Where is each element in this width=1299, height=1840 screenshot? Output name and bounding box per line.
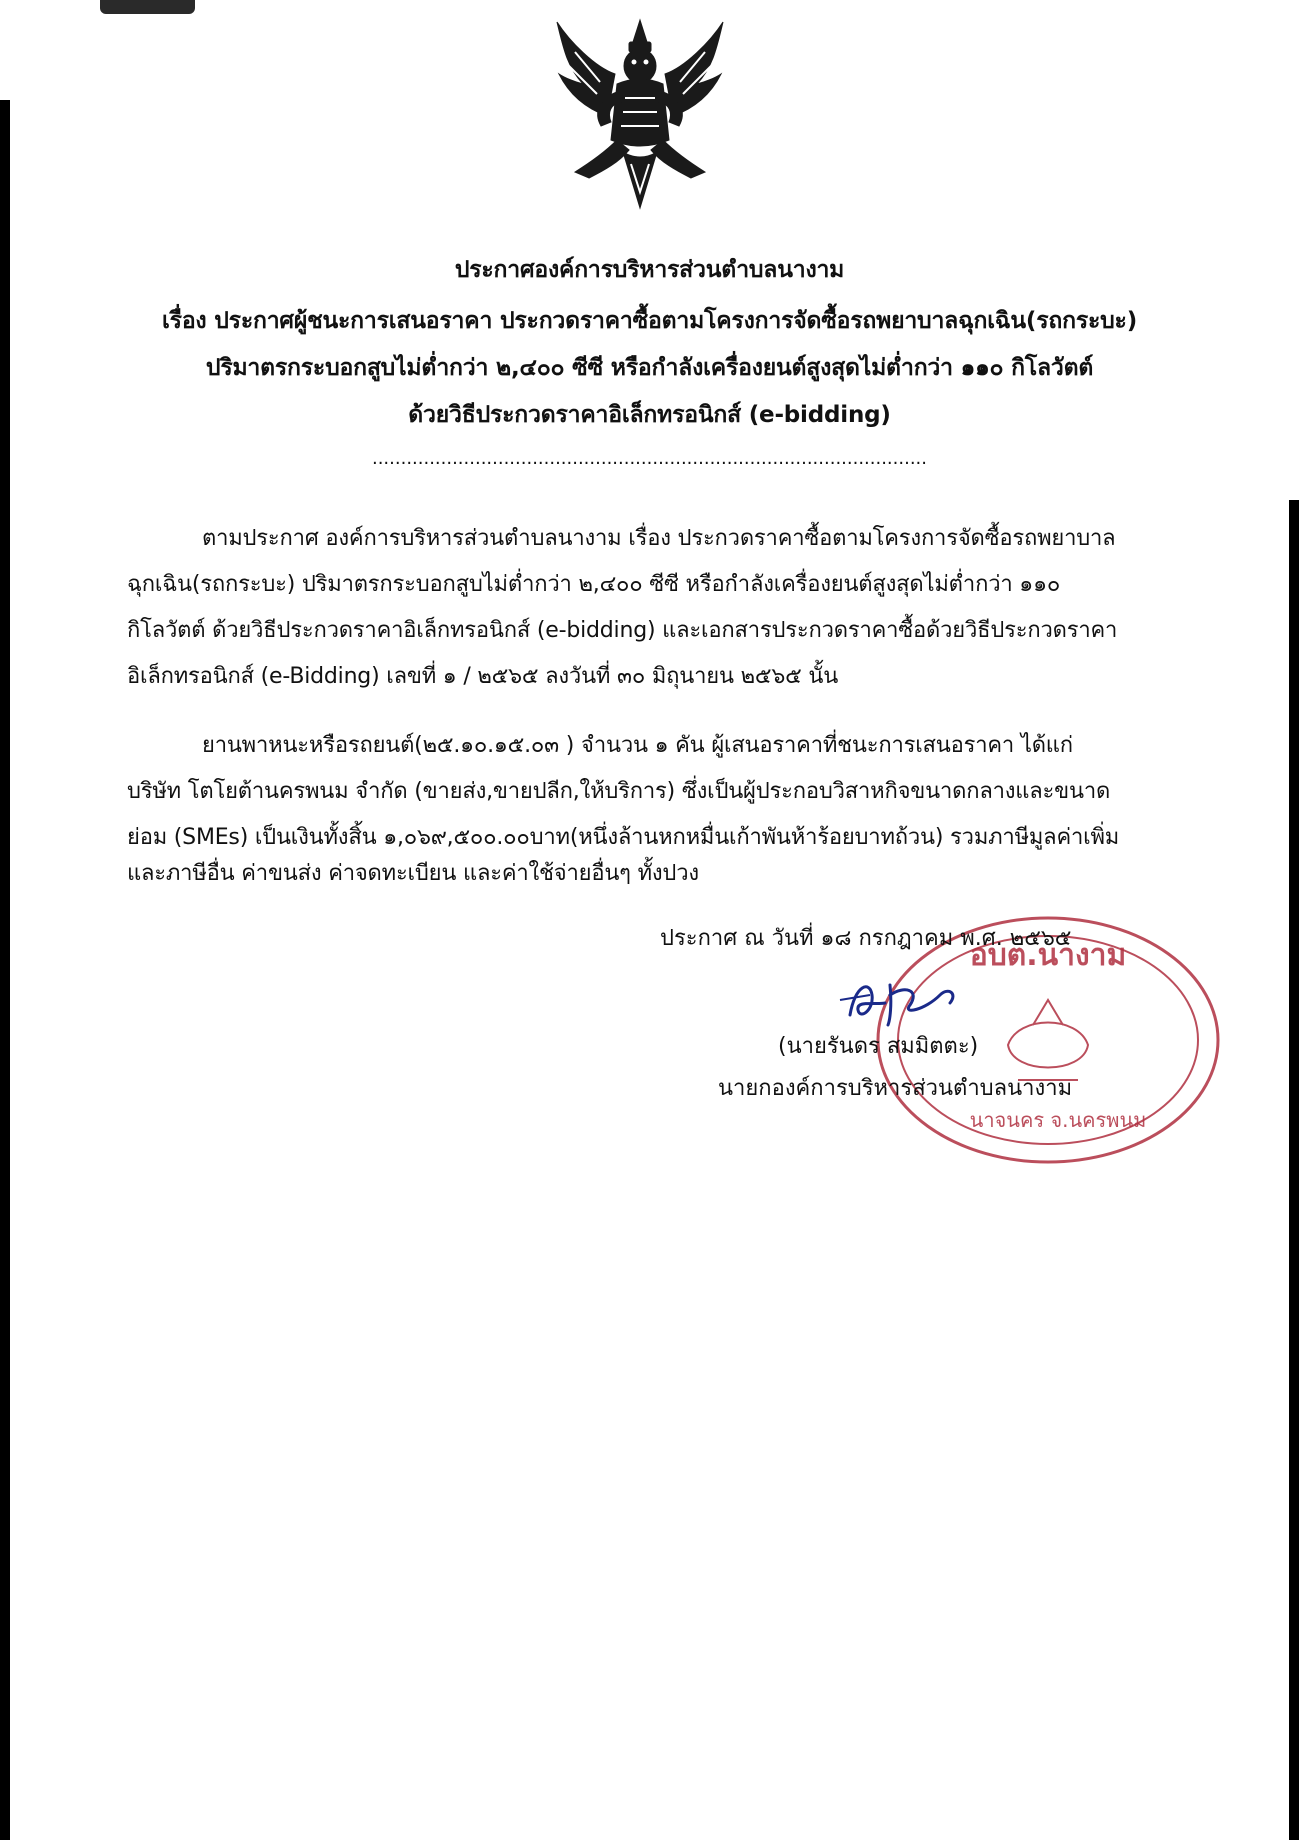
header-divider: ................................................................................................. <box>371 448 927 469</box>
paragraph-line: ฉุกเฉิน(รถกระบะ) ปริมาตรกระบอกสูบไม่ต่ำกว่า ๒,๔๐๐ ซีซี หรือกำลังเครื่องยนต์สูงสุดไม่ต่ำกว่า ๑๑๐ <box>127 572 1061 597</box>
stamp-text-top: อบต.นางาม <box>969 938 1127 973</box>
paragraph-line: ยานพาหนะหรือรถยนต์(๒๕.๑๐.๑๕.๐๓ ) จำนวน ๑ คัน ผู้เสนอราคาที่ชนะการเสนอราคา ได้แก่ <box>202 733 1073 758</box>
paragraph-line: ตามประกาศ องค์การบริหารส่วนตำบลนางาม เรื่อง ประกวดราคาซื้อตามโครงการจัดซื้อรถพยาบาล <box>202 526 1116 551</box>
signature-icon <box>830 965 1000 1035</box>
scan-edge-left-top <box>0 0 10 100</box>
stamp-text-bottom: นาจนคร จ.นครพนม <box>969 1108 1147 1132</box>
paragraph-line: ย่อม (SMEs) เป็นเงินทั้งสิ้น ๑,๐๖๙,๕๐๐.๐๐บาท(หนึ่งล้านหกหมื่นเก้าพันห้าร้อยบาทถ้วน) รวมภาษีมูลค่าเพิ่ม <box>127 825 1120 850</box>
paragraph-line: และภาษีอื่น ค่าขนส่ง ค่าจดทะเบียน และค่าใช้จ่ายอื่นๆ ทั้งปวง <box>127 861 699 886</box>
announcement-date: ประกาศ ณ วันที่ ๑๘ กรกฎาคม พ.ศ. ๒๕๖๕ <box>660 926 1072 951</box>
scan-edge-right <box>1289 500 1299 1840</box>
announcement-title: ประกาศองค์การบริหารส่วนตำบลนางาม <box>454 257 845 283</box>
paragraph-line: กิโลวัตต์ ด้วยวิธีประกวดราคาอิเล็กทรอนิกส์ (e-bidding) และเอกสารประกวดราคาซื้อด้วยวิธีประกวดราคา <box>127 618 1118 643</box>
paragraph-line: อิเล็กทรอนิกส์ (e-Bidding) เลขที่ ๑ / ๒๕๖๕ ลงวันที่ ๓๐ มิถุนายน ๒๕๖๕ นั้น <box>127 664 839 689</box>
announcement-subject-line2: ปริมาตรกระบอกสูบไม่ต่ำกว่า ๒,๔๐๐ ซีซี หรือกำลังเครื่องยนต์สูงสุดไม่ต่ำกว่า ๑๑๐ กิโลวัตต์ <box>205 355 1094 381</box>
announcement-subject: เรื่อง ประกาศผู้ชนะการเสนอราคา ประกวดราคาซื้อตามโครงการจัดซื้อรถพยาบาลฉุกเฉิน(รถกระบะ) <box>162 308 1137 334</box>
signer-title: นายกองค์การบริหารส่วนตำบลนางาม <box>718 1076 1073 1101</box>
garuda-emblem-icon <box>545 12 735 212</box>
paragraph-line: บริษัท โตโยต้านครพนม จำกัด (ขายส่ง,ขายปลีก,ให้บริการ) ซึ่งเป็นผู้ประกอบวิสาหกิจขนาดกลางและขนาด <box>127 779 1111 804</box>
signer-name: (นายรันดร สมมิตตะ) <box>778 1034 979 1059</box>
announcement-subject-line3: ด้วยวิธีประกวดราคาอิเล็กทรอนิกส์ (e-bidding) <box>408 402 891 428</box>
scan-smudge <box>100 0 195 14</box>
